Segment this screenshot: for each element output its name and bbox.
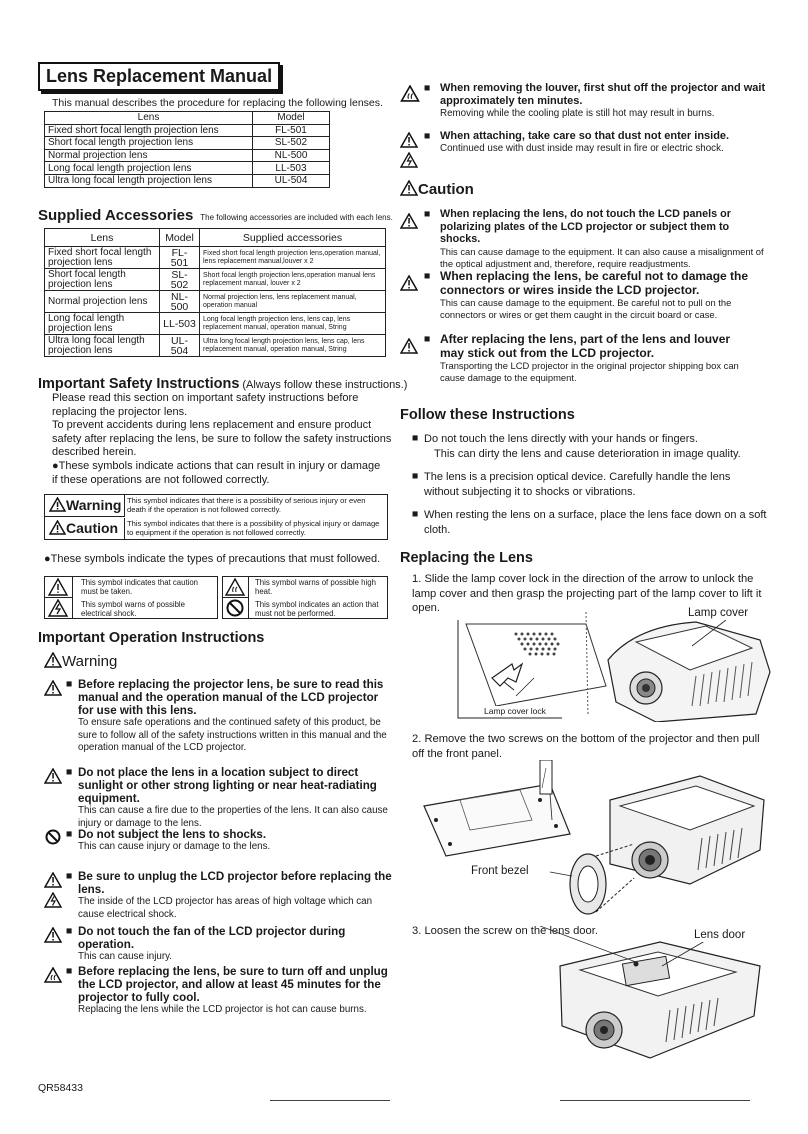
operation-heading: Important Operation Instructions	[38, 630, 265, 646]
warning-triangle-icon	[49, 497, 66, 512]
caution-item: ■ After replacing the lens, part of the lens and louver may stick out from the LCD projector. Transporting the LCD projector in the original projector shipping box can cause damage to the equipment.	[400, 333, 770, 384]
cell: Short focal length projection lens	[45, 269, 160, 291]
lamp-cover-label: Lamp cover	[688, 607, 749, 619]
symbol-box-left	[44, 576, 218, 619]
cell: UL-504	[253, 174, 330, 187]
safety-paragraph-1: Please read this section on important safety instructions before replacing the projector lens.	[52, 392, 359, 418]
operation-item: ■ Do not touch the fan of the LCD projector during operation. This can cause injury.	[44, 925, 394, 964]
follow-item-head: Do not touch the lens directly with your hands or fingers.	[424, 433, 698, 445]
sym3-text: This symbol warns of possible high heat.	[255, 578, 376, 596]
cell: Ultra long focal length projection lens	[45, 335, 160, 357]
cell: Fixed short focal length projection lens,operation manual, lens replacement manual,louver x 2	[200, 247, 386, 269]
right-warning-head: When removing the louver, first shut off the projector and wait approximately ten minutes.	[440, 82, 766, 107]
operation-item-head: Before replacing the lens, be sure to turn off and unplug the LCD projector, and allow at least 45 minutes for the projector to fully cool.	[78, 965, 388, 1004]
follow-item-body: This can dirty the lens and cause deterioration in image quality.	[434, 448, 741, 460]
operation-item-body: This can cause a fire due to the properties of the lens. It can also cause injury or damage to the lens.	[78, 805, 388, 829]
cell: NL-500	[253, 149, 330, 162]
warning-triangle-icon	[400, 132, 418, 148]
operation-item: ■ Be sure to unplug the LCD projector before replacing the lens. The inside of the LCD projector has areas of high voltage which can cause electrical shock.	[44, 870, 394, 921]
lens-table	[44, 111, 330, 188]
operation-item-head: Do not place the lens in a location subject to direct sunlight or other strong lighting or near heat-radiating equipment.	[78, 766, 377, 805]
safety-heading-note: (Always follow these instructions.)	[242, 379, 408, 391]
symbol-box-right	[222, 576, 388, 619]
cell: FL-501	[253, 124, 330, 137]
cell: LL-503	[253, 162, 330, 175]
warning-triangle-icon	[44, 927, 62, 943]
table-row	[45, 149, 330, 162]
footer-divider	[270, 1100, 390, 1101]
cell: Long focal length projection lens	[45, 313, 160, 335]
cell: FL-501	[160, 247, 200, 269]
cell: Ultra long focal length projection lens, lens cap, lens replacement manual, operation manual, String	[200, 335, 386, 357]
caution-item-body: This can cause damage to the equipment. Be careful not to pull on the connectors or wires or get them caught in the circuit board or case.	[440, 297, 732, 320]
operation-item-head: Be sure to unplug the LCD projector before replacing the lens.	[78, 870, 392, 896]
operation-item: ■ Do not subject the lens to shocks. This can cause injury or damage to the lens.	[44, 828, 394, 854]
safety-paragraph-3: ●These symbols indicate actions that can result in injury or damage if these operations are not followed correctly.	[52, 460, 381, 486]
warning-triangle-icon	[44, 652, 62, 668]
warning-triangle-icon	[44, 872, 62, 888]
right-warning-item: ■ When removing the louver, first shut off the projector and wait approximately ten minutes. Removing while the cooling plate is still hot may result in burns.	[400, 82, 770, 121]
follow-item: ■ When resting the lens on a surface, place the lens face down on a soft cloth.	[412, 508, 767, 536]
table-row	[45, 335, 386, 357]
safety-heading: Important Safety Instructions	[38, 376, 240, 392]
caution-item: ■ When replacing the lens, do not touch the LCD panels or polarizing plates of the LCD projector or subject them to shocks. This can cause damage to the equipment. It can also cause a misalignment of the optical adjustment and, therefore, require readjustments.	[400, 208, 770, 270]
lens-door-label: Lens door	[694, 929, 746, 941]
operation-item-body: To ensure safe operations and the continued safety of this product, be sure to follow all of the safety instructions written in this manual and the operation manual of the LCD projector.	[78, 717, 387, 753]
figure-lamp-cover	[456, 606, 772, 722]
front-bezel-illustration	[420, 760, 770, 920]
cell: Long focal length projection lens	[45, 162, 253, 175]
acc-supplied-header: Supplied accessories	[200, 229, 386, 247]
safety-paragraph-2: To prevent accidents during lens replacement and ensure product safety after replacing the lens, be sure to follow the safety instructions described herein.	[52, 419, 392, 458]
caution-description: This symbol indicates that there is a possibility of physical injury or damage to equipment if the operation is not followed correctly.	[127, 519, 380, 537]
cell: Normal projection lens	[45, 291, 160, 313]
follow-item-head: When resting the lens on a surface, place the lens face down on a soft cloth.	[424, 509, 767, 536]
prohibit-symbol-cell	[223, 598, 249, 619]
prohibited-icon	[223, 598, 247, 618]
figure-front-bezel	[420, 760, 770, 920]
operation-item-head: Do not subject the lens to shocks.	[78, 828, 267, 841]
step-1-text: 1. Slide the lamp cover lock in the direction of the arrow to unlock the lamp cover and then grasp the projecting part of the lamp cover to lift it open.	[412, 573, 762, 614]
caution-label-cell	[45, 518, 125, 540]
electric-shock-icon	[44, 892, 62, 908]
table-row	[45, 162, 330, 175]
operation-item: ■ Before replacing the lens, be sure to turn off and unplug the LCD projector, and allow at least 45 minutes for the projector to fully cool. Replacing the lens while the LCD projector is hot can cause burns.	[44, 965, 394, 1017]
operation-item-body: The inside of the LCD projector has areas of high voltage which can cause electrical shock.	[78, 896, 373, 920]
warning-triangle-icon	[400, 338, 418, 354]
lens-door-illustration	[540, 926, 772, 1060]
warning-label-cell	[45, 495, 125, 517]
sym1-text: This symbol indicates that caution must be taken.	[81, 578, 199, 596]
caution-heading: Caution	[418, 181, 474, 198]
intro-text: This manual describes the procedure for replacing the following lenses.	[52, 97, 383, 109]
table-row	[45, 247, 386, 269]
operation-warning-row	[44, 652, 117, 672]
high-heat-icon	[223, 577, 247, 597]
supplied-heading-row	[38, 207, 393, 226]
electric-shock-icon	[400, 152, 418, 168]
caution-item-head: When replacing the lens, be careful not to damage the connectors or wires inside the LCD projector.	[440, 269, 749, 297]
front-bezel-label: Front bezel	[471, 865, 529, 877]
cell: Short focal length projection lens,operation manual lens replacement manual, louver x 2	[200, 269, 386, 291]
cell: Short focal length projection lens	[45, 137, 253, 150]
right-warning-item: ■ When attaching, take care so that dust not enter inside. Continued use with dust inside may result in fire or electric shock.	[400, 130, 770, 156]
operation-item: ■ Before replacing the projector lens, be sure to read this manual and the operation manual of the LCD projector for use with this lens. To ensure safe operations and the continued safety of this product, be sure to follow all of the safety instructions written in this manual and the operation manual of the LCD projector.	[44, 678, 394, 755]
caution-item: ■ When replacing the lens, be careful not to damage the connectors or wires inside the LCD projector. This can cause damage to the equipment. Be careful not to pull on the connectors or wires or get them caught in the circuit board or case.	[400, 270, 770, 321]
electric-shock-icon	[45, 598, 71, 618]
cell: SL-502	[253, 137, 330, 150]
lens-header: Lens	[45, 112, 253, 125]
high-heat-icon	[400, 85, 420, 102]
acc-model-header: Model	[160, 229, 200, 247]
cell: Fixed short focal length projection lens	[45, 247, 160, 269]
cell: LL-503	[160, 313, 200, 335]
operation-item: ■ Do not place the lens in a location subject to direct sunlight or other strong lighting or near heat-radiating equipment. This can cause a fire due to the properties of the lens. It can also cause injury or damage to the lens.	[44, 766, 394, 830]
right-warning-body: Continued use with dust inside may result in fire or electric shock.	[440, 143, 724, 154]
figure-lens-door	[540, 926, 772, 1060]
replacing-heading: Replacing the Lens	[400, 550, 533, 566]
warning-triangle-icon	[44, 768, 62, 784]
caution-item-body: Transporting the LCD projector in the original projector shipping box can cause damage to the equipment.	[440, 360, 739, 383]
right-warning-body: Removing while the cooling plate is still hot may result in burns.	[440, 108, 715, 119]
step-2-text: 2. Remove the two screws on the bottom of the projector and then pull off the front panel.	[412, 733, 760, 760]
caution-symbol-icon	[45, 577, 71, 597]
operation-item-body: This can cause injury.	[78, 951, 173, 962]
footer-divider	[560, 1100, 750, 1101]
warning-label: Warning	[66, 497, 122, 513]
follow-heading: Follow these Instructions	[400, 407, 575, 423]
caution-label: Caution	[66, 520, 119, 536]
caution-item-head: When replacing the lens, do not touch the LCD panels or polarizing plates of the LCD projector or subject them to shocks.	[440, 208, 731, 245]
cell: Normal projection lens	[45, 149, 253, 162]
right-warning-head: When attaching, take care so that dust not enter inside.	[440, 130, 730, 142]
operation-item-head: Do not touch the fan of the LCD projector during operation.	[78, 925, 346, 951]
operation-item-head: Before replacing the projector lens, be sure to read this manual and the operation manual of the LCD projector for use with this lens.	[78, 678, 384, 717]
acc-lens-header: Lens	[45, 229, 160, 247]
operation-item-body: This can cause injury or damage to the lens.	[78, 841, 271, 852]
sym2-text: This symbol warns of possible electrical shock.	[81, 600, 185, 618]
warning-triangle-icon	[400, 275, 418, 291]
table-row	[45, 291, 386, 313]
lamp-cover-lock-label: Lamp cover lock	[484, 706, 546, 716]
cell: Fixed short focal length projection lens	[45, 124, 253, 137]
caution-item-body: This can cause damage to the equipment. It can also cause a misalignment of the optical adjustment and, therefore, require readjustments.	[440, 245, 764, 269]
operation-item-body: Replacing the lens while the LCD projector is hot can cause burns.	[78, 1004, 367, 1015]
follow-item-head: The lens is a precision optical device. Carefully handle the lens without subjecting it to shocks or vibrations.	[424, 471, 731, 498]
caution-heading-row	[400, 180, 474, 200]
cell: UL-504	[160, 335, 200, 357]
shock-symbol-cell	[45, 598, 73, 619]
page-title: Lens Replacement Manual	[38, 62, 280, 91]
caution-triangle-icon	[400, 180, 418, 196]
supplied-heading: Supplied Accessories	[38, 207, 194, 224]
caution-item-head: After replacing the lens, part of the lens and louver may stick out from the LCD projector.	[440, 332, 731, 360]
cell: Normal projection lens, lens replacement manual, operation manual	[200, 291, 386, 313]
follow-item: ■ Do not touch the lens directly with your hands or fingers. This can dirty the lens and cause deterioration in image quality.	[412, 432, 772, 462]
caution-triangle-icon	[49, 520, 66, 535]
footer-code: QR58433	[38, 1082, 83, 1094]
prohibited-icon	[44, 829, 62, 845]
table-row	[45, 174, 330, 187]
cell: Ultra long focal length projection lens	[45, 174, 253, 187]
cell: Long focal length projection lens, lens cap, lens replacement manual, operation manual, String	[200, 313, 386, 335]
safety-heading-row	[38, 375, 407, 393]
lamp-cover-illustration	[456, 606, 772, 722]
heat-symbol-cell	[223, 577, 249, 598]
supplied-note: The following accessories are included with each lens.	[200, 213, 393, 222]
warning-triangle-icon	[44, 680, 62, 696]
caution-symbol-cell	[45, 577, 73, 598]
operation-warning-label: Warning	[62, 653, 118, 670]
title-box	[38, 62, 280, 91]
symbol-legend-box	[44, 494, 388, 540]
cell: SL-502	[160, 269, 200, 291]
accessories-table	[44, 228, 386, 357]
follow-item: ■ The lens is a precision optical device. Carefully handle the lens without subjecting it to shocks or vibrations.	[412, 470, 762, 500]
table-row	[45, 269, 386, 291]
cell: NL-500	[160, 291, 200, 313]
table-row	[45, 313, 386, 335]
model-header: Model	[253, 112, 330, 125]
safety-paragraph-4: ●These symbols indicate the types of precautions that must followed.	[44, 553, 381, 565]
step-3-text: 3. Loosen the screw on the lens door.	[412, 925, 598, 937]
warning-triangle-icon	[400, 213, 418, 229]
table-row	[45, 137, 330, 150]
warning-description: This symbol indicates that there is a possibility of serious injury or even death if the operation is not followed correctly.	[127, 496, 366, 514]
table-row	[45, 124, 330, 137]
sym4-text: This symbol indicates an action that must not be performed.	[255, 600, 379, 618]
high-heat-icon	[44, 967, 62, 983]
